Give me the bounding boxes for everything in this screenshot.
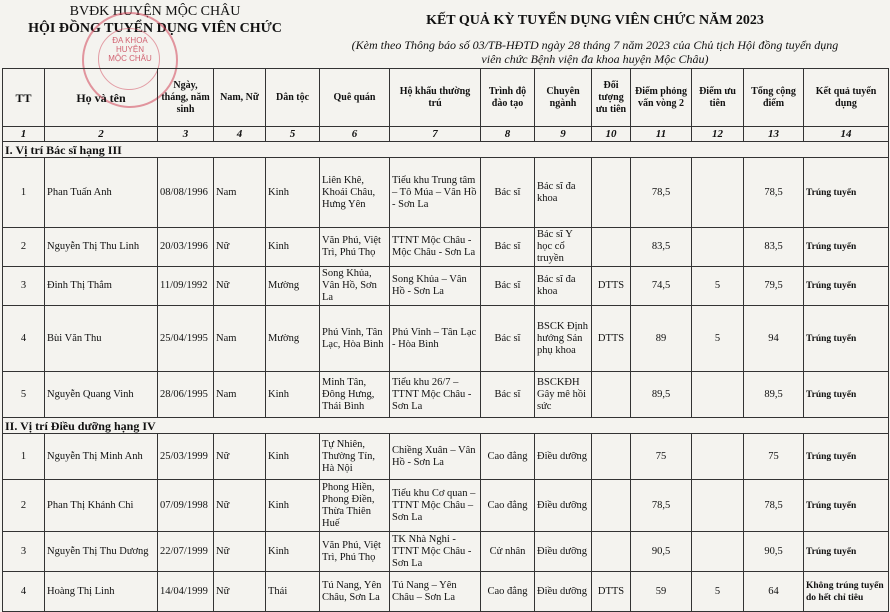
cell-total: 79,5 (744, 267, 804, 306)
cell-bonus (692, 480, 744, 532)
cell-hometown: Phong Hiền, Phong Điền, Thừa Thiên Huế (320, 480, 390, 532)
cell-priority: DTTS (592, 572, 631, 612)
table-row (3, 306, 889, 372)
cell-bonus: 5 (692, 267, 744, 306)
doc-subtitle: (Kèm theo Thông báo số 03/TB-HĐTD ngày 28 tháng 7 năm 2023 của Chủ tịch Hội đồng tuyển dụng viên chức Bệnh viện đa khoa huyện Mộc Châu) (351, 38, 839, 66)
cell-name: Nguyễn Thị Thu Linh (45, 228, 158, 267)
cell-residence: Song Khủa – Vân Hồ - Sơn La (390, 267, 481, 306)
cell-total: 64 (744, 572, 804, 612)
cell-tt: 3 (3, 532, 45, 572)
cell-name: Nguyễn Thị Thu Dương (45, 532, 158, 572)
cell-edu: Cao đẳng (481, 434, 535, 480)
cell-dob: 14/04/1999 (158, 572, 214, 612)
cell-score: 78,5 (631, 158, 692, 228)
cell-major: BSCK Định hướng Sản phụ khoa (535, 306, 592, 372)
cell-priority: DTTS (592, 306, 631, 372)
cell-hometown: Tự Nhiên, Thường Tín, Hà Nội (320, 434, 390, 480)
section-title: II. Vị trí Điều dưỡng hạng IV (3, 418, 889, 434)
table-row (3, 480, 889, 532)
cell-major: Điều dưỡng (535, 572, 592, 612)
cell-residence: Tiểu khu Trung tâm – Tô Múa – Vân Hồ - Sơn La (390, 158, 481, 228)
cell-dob: 25/04/1995 (158, 306, 214, 372)
cell-tt: 1 (3, 158, 45, 228)
column-number-row (3, 127, 889, 142)
cell-sex: Nữ (214, 480, 266, 532)
cell-score: 83,5 (631, 228, 692, 267)
cell-residence: Chiềng Xuân – Vân Hồ - Sơn La (390, 434, 481, 480)
cell-eth: Thái (266, 572, 320, 612)
cell-residence: Tiểu khu Cơ quan – TTNT Mộc Châu – Sơn La (390, 480, 481, 532)
cell-dob: 25/03/1999 (158, 434, 214, 480)
cell-priority: DTTS (592, 267, 631, 306)
column-header: Ngày, tháng, năm sinh (158, 69, 214, 127)
cell-tt: 1 (3, 434, 45, 480)
column-number: 1 (3, 127, 45, 142)
cell-sex: Nữ (214, 228, 266, 267)
table-row (3, 228, 889, 267)
cell-edu: Bác sĩ (481, 158, 535, 228)
cell-priority (592, 372, 631, 418)
column-number: 8 (481, 127, 535, 142)
cell-residence: Phú Vinh – Tân Lạc - Hòa Bình (390, 306, 481, 372)
cell-score: 59 (631, 572, 692, 612)
cell-major: Điều dưỡng (535, 434, 592, 480)
column-number: 7 (390, 127, 481, 142)
cell-total: 83,5 (744, 228, 804, 267)
cell-bonus (692, 434, 744, 480)
column-header: Chuyên ngành (535, 69, 592, 127)
section-header-row (3, 418, 889, 434)
table-body (3, 142, 889, 612)
cell-result: Trúng tuyển (804, 267, 889, 306)
cell-result: Trúng tuyển (804, 532, 889, 572)
cell-hometown: Song Khủa, Vân Hồ, Sơn La (320, 267, 390, 306)
column-header: Điểm ưu tiên (692, 69, 744, 127)
cell-result: Không trúng tuyển do hết chỉ tiêu (804, 572, 889, 612)
cell-edu: Bác sĩ (481, 267, 535, 306)
cell-score: 78,5 (631, 480, 692, 532)
cell-edu: Bác sĩ (481, 306, 535, 372)
cell-sex: Nam (214, 158, 266, 228)
cell-hometown: Tú Nang, Yên Châu, Sơn La (320, 572, 390, 612)
cell-hometown: Minh Tân, Đông Hưng, Thái Bình (320, 372, 390, 418)
cell-hometown: Liên Khê, Khoái Châu, Hưng Yên (320, 158, 390, 228)
section-title: I. Vị trí Bác sĩ hạng III (3, 142, 889, 158)
cell-sex: Nam (214, 372, 266, 418)
cell-tt: 3 (3, 267, 45, 306)
column-number: 4 (214, 127, 266, 142)
cell-bonus (692, 372, 744, 418)
cell-eth: Mường (266, 267, 320, 306)
cell-bonus: 5 (692, 306, 744, 372)
cell-total: 90,5 (744, 532, 804, 572)
cell-name: Phan Thị Khánh Chi (45, 480, 158, 532)
cell-edu: Bác sĩ (481, 372, 535, 418)
column-header: Trình độ đào tạo (481, 69, 535, 127)
cell-residence: Tiểu khu 26/7 – TTNT Mộc Châu - Sơn La (390, 372, 481, 418)
cell-eth: Kinh (266, 434, 320, 480)
doc-title-block (305, 12, 885, 66)
section-header-row (3, 142, 889, 158)
cell-eth: Kinh (266, 532, 320, 572)
cell-bonus (692, 158, 744, 228)
cell-result: Trúng tuyển (804, 372, 889, 418)
table-row (3, 372, 889, 418)
cell-name: Bùi Văn Thu (45, 306, 158, 372)
cell-hometown: Văn Phú, Việt Trì, Phú Thọ (320, 228, 390, 267)
cell-dob: 28/06/1995 (158, 372, 214, 418)
column-number: 13 (744, 127, 804, 142)
cell-eth: Kinh (266, 158, 320, 228)
column-header: Dân tộc (266, 69, 320, 127)
cell-major: Bác sĩ đa khoa (535, 158, 592, 228)
cell-total: 78,5 (744, 480, 804, 532)
column-header: Đối tượng ưu tiên (592, 69, 631, 127)
cell-result: Trúng tuyển (804, 158, 889, 228)
cell-tt: 4 (3, 572, 45, 612)
cell-score: 89 (631, 306, 692, 372)
cell-name: Nguyễn Quang Vinh (45, 372, 158, 418)
cell-result: Trúng tuyển (804, 306, 889, 372)
column-number: 14 (804, 127, 889, 142)
seal-text: ĐA KHOA HUYỆN MỘC CHÂU (108, 36, 152, 63)
column-number: 6 (320, 127, 390, 142)
cell-name: Phan Tuấn Anh (45, 158, 158, 228)
cell-sex: Nam (214, 306, 266, 372)
column-header: Hộ khẩu thường trú (390, 69, 481, 127)
cell-total: 89,5 (744, 372, 804, 418)
column-number: 12 (692, 127, 744, 142)
column-number: 11 (631, 127, 692, 142)
org-name-line1: BVĐK HUYỆN MỘC CHÂU (69, 4, 241, 19)
cell-hometown: Văn Phú, Việt Trì, Phú Thọ (320, 532, 390, 572)
cell-score: 74,5 (631, 267, 692, 306)
column-header: Quê quán (320, 69, 390, 127)
doc-title: KẾT QUẢ KỲ TUYỂN DỤNG VIÊN CHỨC NĂM 2023 (426, 13, 764, 28)
column-header: Điểm phỏng vấn vòng 2 (631, 69, 692, 127)
cell-total: 75 (744, 434, 804, 480)
cell-name: Đinh Thị Thắm (45, 267, 158, 306)
table-row (3, 532, 889, 572)
cell-major: Bác sĩ Y học cổ truyền (535, 228, 592, 267)
cell-eth: Mường (266, 306, 320, 372)
cell-result: Trúng tuyển (804, 480, 889, 532)
table-row (3, 572, 889, 612)
column-number: 10 (592, 127, 631, 142)
cell-priority (592, 228, 631, 267)
column-number: 3 (158, 127, 214, 142)
cell-dob: 22/07/1999 (158, 532, 214, 572)
table-row (3, 434, 889, 480)
cell-residence: TK Nhà Nghỉ - TTNT Mộc Châu - Sơn La (390, 532, 481, 572)
cell-eth: Kinh (266, 372, 320, 418)
cell-bonus: 5 (692, 572, 744, 612)
cell-priority (592, 158, 631, 228)
cell-name: Nguyễn Thị Minh Anh (45, 434, 158, 480)
cell-tt: 2 (3, 480, 45, 532)
cell-priority (592, 532, 631, 572)
cell-tt: 2 (3, 228, 45, 267)
cell-edu: Bác sĩ (481, 228, 535, 267)
cell-sex: Nữ (214, 572, 266, 612)
table-row (3, 158, 889, 228)
cell-major: Điều dưỡng (535, 532, 592, 572)
cell-major: BSCKĐH Gây mê hồi sức (535, 372, 592, 418)
cell-bonus (692, 532, 744, 572)
cell-priority (592, 480, 631, 532)
cell-sex: Nữ (214, 267, 266, 306)
cell-total: 78,5 (744, 158, 804, 228)
column-number: 9 (535, 127, 592, 142)
cell-dob: 08/08/1996 (158, 158, 214, 228)
cell-tt: 4 (3, 306, 45, 372)
cell-tt: 5 (3, 372, 45, 418)
cell-major: Điều dưỡng (535, 480, 592, 532)
results-table (2, 68, 889, 612)
column-number: 2 (45, 127, 158, 142)
cell-hometown: Phú Vinh, Tân Lạc, Hòa Bình (320, 306, 390, 372)
cell-score: 89,5 (631, 372, 692, 418)
cell-sex: Nữ (214, 434, 266, 480)
column-header: Tổng cộng điểm (744, 69, 804, 127)
cell-dob: 07/09/1998 (158, 480, 214, 532)
cell-edu: Cao đẳng (481, 480, 535, 532)
cell-eth: Kinh (266, 228, 320, 267)
cell-residence: Tú Nang – Yên Châu – Sơn La (390, 572, 481, 612)
cell-result: Trúng tuyển (804, 434, 889, 480)
cell-major: Bác sĩ đa khoa (535, 267, 592, 306)
column-header: TT (3, 69, 45, 127)
table-row (3, 267, 889, 306)
cell-residence: TTNT Mộc Châu - Mộc Châu - Sơn La (390, 228, 481, 267)
column-header: Nam, Nữ (214, 69, 266, 127)
table-header-row (3, 69, 889, 127)
cell-edu: Cao đẳng (481, 572, 535, 612)
column-number: 5 (266, 127, 320, 142)
cell-dob: 20/03/1996 (158, 228, 214, 267)
cell-total: 94 (744, 306, 804, 372)
cell-priority (592, 434, 631, 480)
org-name-line2: HỘI ĐỒNG TUYỂN DỤNG VIÊN CHỨC (28, 21, 282, 36)
column-header: Họ và tên (45, 69, 158, 127)
cell-bonus (692, 228, 744, 267)
cell-edu: Cử nhân (481, 532, 535, 572)
cell-dob: 11/09/1992 (158, 267, 214, 306)
cell-result: Trúng tuyển (804, 228, 889, 267)
cell-score: 75 (631, 434, 692, 480)
cell-name: Hoàng Thị Linh (45, 572, 158, 612)
cell-score: 90,5 (631, 532, 692, 572)
cell-sex: Nữ (214, 532, 266, 572)
column-header: Kết quả tuyển dụng (804, 69, 889, 127)
cell-eth: Kinh (266, 480, 320, 532)
